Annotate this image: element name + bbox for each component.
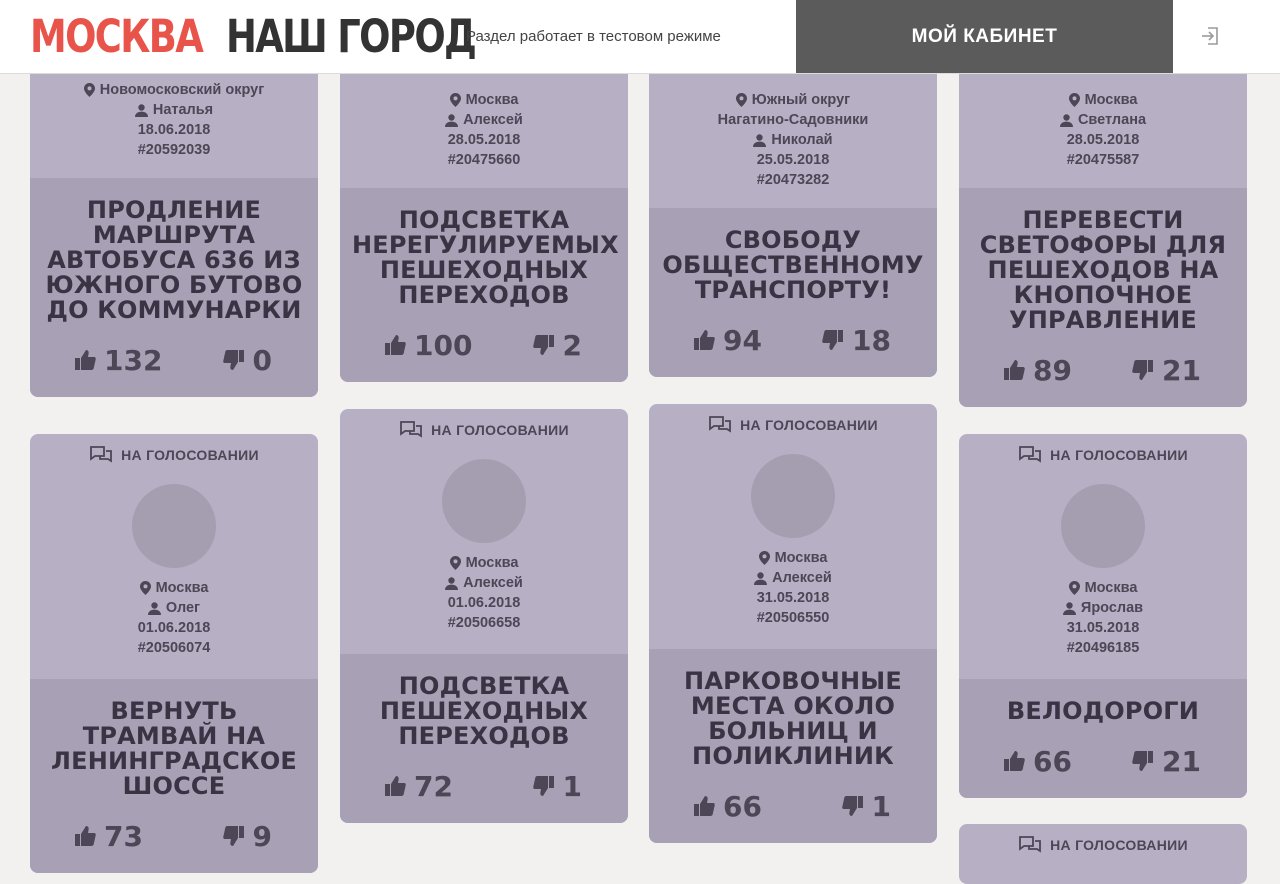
author-row [340,110,628,130]
thumbs-up-icon [74,349,96,371]
card-header [959,434,1247,679]
dislikes-count: 21 [1162,744,1201,778]
voting-status [959,434,1247,466]
card-meta [649,548,937,628]
logout-icon[interactable] [1198,24,1222,48]
author-row [649,130,937,150]
user-icon [445,114,458,127]
proposal-title[interactable]: ПРОДЛЕНИЕ МАРШРУТА АВТОБУСА 636 ИЗ ЮЖНОГО БУТОВО ДО КОММУНАРКИ [45,196,303,324]
thumbs-down-icon [533,775,555,797]
date-row [649,150,937,170]
location-pin-icon [140,581,151,595]
avatar [751,454,835,538]
proposal-id: #20475660 [447,152,521,168]
district-text: Нагатино-Садовники [717,112,869,128]
voting-status [30,434,318,466]
card-body [959,188,1247,407]
like-button[interactable] [693,324,762,357]
status-label: НА ГОЛОСОВАНИИ [1050,447,1188,463]
card-meta [340,553,628,633]
thumbs-down-icon [223,825,245,847]
dislike-button[interactable] [533,770,582,803]
location-text: Южный округ [751,92,851,108]
proposal-date: 01.06.2018 [137,620,211,636]
dislike-button[interactable] [223,344,272,377]
author-name: Наталья [152,102,214,118]
thumbs-up-icon [1003,750,1025,772]
status-label: НА ГОЛОСОВАНИИ [1050,837,1188,853]
proposal-id: #20506074 [137,640,211,656]
proposal-date: 01.06.2018 [447,595,521,611]
author-name: Алексей [772,570,832,586]
vote-bar [30,337,318,397]
location-text: Москва [774,550,828,566]
location-text: Москва [465,92,519,108]
card-header [30,60,318,178]
location-text: Москва [1084,580,1138,596]
logo-red-text: МОСКВА [30,10,203,63]
vote-bar [30,813,318,873]
proposal-title[interactable]: ВЕЛОДОРОГИ [1006,697,1200,725]
vote-bar [649,317,937,377]
card-header [649,404,937,649]
author-row [649,568,937,588]
dislikes-count: 21 [1162,353,1201,387]
vote-bar [959,347,1247,407]
id-row [340,150,628,170]
id-row [959,638,1247,658]
dislike-button[interactable] [533,329,582,362]
thumbs-down-icon [1132,750,1154,772]
id-row [340,613,628,633]
proposal-date: 31.05.2018 [756,590,830,606]
date-row [30,618,318,638]
location-row [30,578,318,598]
user-icon [148,602,161,615]
dislike-button[interactable] [1132,354,1201,387]
location-pin-icon [1069,581,1080,595]
dislike-button[interactable] [842,790,891,823]
proposal-title[interactable]: ПОДСВЕТКА ПЕШЕХОДНЫХ ПЕРЕХОДОВ [379,672,589,750]
proposal-title[interactable]: ПОДСВЕТКА НЕРЕГУЛИРУЕМЫХ ПЕШЕХОДНЫХ ПЕРЕХОДОВ [352,206,619,309]
dislikes-count: 1 [562,769,582,803]
user-icon [1060,114,1073,127]
discussion-icon [89,445,113,465]
card-meta [959,578,1247,658]
location-pin-icon [1069,93,1080,107]
user-icon [754,572,767,585]
proposal-title[interactable]: ПАРКОВОЧНЫЕ МЕСТА ОКОЛО БОЛЬНИЦ И ПОЛИКЛИНИК [684,667,902,770]
id-row [649,608,937,628]
card-meta [649,90,937,190]
test-mode-notice: Раздел работает в тестовом режиме [466,28,721,45]
location-text: Москва [1084,92,1138,108]
proposal-date: 28.05.2018 [447,132,521,148]
proposal-date: 28.05.2018 [1066,132,1140,148]
proposal-id: #20473282 [756,172,830,188]
proposal-id: #20496185 [1066,640,1140,656]
date-row [959,130,1247,150]
proposal-card[interactable] [340,409,628,823]
location-pin-icon [759,551,770,565]
author-name: Олег [165,600,201,616]
like-button[interactable] [1003,354,1072,387]
author-row [959,598,1247,618]
location-row [30,80,318,100]
proposal-card[interactable] [959,60,1247,407]
location-row [959,90,1247,110]
card-body [30,178,318,397]
proposal-card[interactable] [30,60,318,397]
voting-status [340,409,628,441]
proposal-date: 31.05.2018 [1066,620,1140,636]
thumbs-down-icon [533,334,555,356]
location-text: Новомосковский округ [99,82,265,98]
likes-count: 73 [104,819,143,853]
thumbs-up-icon [1003,359,1025,381]
my-cabinet-button[interactable]: МОЙ КАБИНЕТ [796,0,1173,73]
location-pin-icon [84,83,95,97]
location-pin-icon [450,556,461,570]
date-row [649,588,937,608]
location-pin-icon [736,93,747,107]
location-row [649,90,937,110]
card-meta [340,90,628,170]
card-body [340,654,628,823]
location-text: Москва [155,580,209,596]
location-pin-icon [450,93,461,107]
thumbs-down-icon [223,349,245,371]
card-meta [30,80,318,160]
user-icon [1063,602,1076,615]
discussion-icon [399,420,423,440]
thumbs-up-icon [693,795,715,817]
thumbs-up-icon [693,329,715,351]
card-body [649,649,937,843]
like-button[interactable] [384,329,472,362]
dislikes-count: 1 [871,789,891,823]
dislike-button[interactable] [822,324,891,357]
proposal-card[interactable] [30,434,318,873]
thumbs-down-icon [822,329,844,351]
date-row [340,593,628,613]
likes-count: 94 [723,323,762,357]
card-header [959,60,1247,188]
proposal-card[interactable] [649,60,937,377]
proposal-id: #20506658 [447,615,521,631]
author-row [959,110,1247,130]
like-button[interactable] [384,770,453,803]
card-meta [959,90,1247,170]
author-name: Алексей [463,112,523,128]
location-row [649,548,937,568]
author-name: Николай [771,132,833,148]
dislikes-count: 2 [562,328,582,362]
discussion-icon [708,415,732,435]
district-row [649,110,937,130]
likes-count: 72 [414,769,453,803]
like-button[interactable] [1003,745,1072,778]
user-icon [135,104,148,117]
vote-bar [649,783,937,843]
avatar [1061,484,1145,568]
like-button[interactable] [74,820,143,853]
proposal-card[interactable] [959,434,1247,798]
proposal-id: #20475587 [1066,152,1140,168]
author-name: Светлана [1077,112,1147,128]
proposal-card[interactable] [959,824,1247,884]
date-row [30,120,318,140]
proposal-title[interactable]: СВОБОДУ ОБЩЕСТВЕННОМУ ТРАНСПОРТУ! [662,226,924,304]
user-icon [445,577,458,590]
thumbs-down-icon [842,795,864,817]
location-row [959,578,1247,598]
discussion-icon [1018,835,1042,855]
dislikes-count: 9 [252,819,272,853]
card-header [30,434,318,679]
avatar [442,459,526,543]
likes-count: 100 [414,328,473,362]
id-row [959,150,1247,170]
thumbs-up-icon [74,825,96,847]
proposal-id: #20592039 [137,142,211,158]
likes-count: 66 [1033,744,1072,778]
id-row [30,140,318,160]
thumbs-up-icon [384,334,406,356]
author-row [30,100,318,120]
logo-dark-text: НАШ ГОРОД [225,10,475,63]
card-body [959,679,1247,798]
location-row [340,553,628,573]
voting-status [649,404,937,436]
likes-count: 89 [1033,353,1072,387]
thumbs-up-icon [384,775,406,797]
card-meta [30,578,318,658]
likes-count: 132 [104,343,163,377]
location-text: Москва [465,555,519,571]
card-header [340,409,628,654]
proposal-date: 18.06.2018 [137,122,211,138]
dislikes-count: 0 [252,343,272,377]
author-row [340,573,628,593]
likes-count: 66 [723,789,762,823]
author-name: Ярослав [1080,600,1144,616]
id-row [649,170,937,190]
status-label: НА ГОЛОСОВАНИИ [740,417,878,433]
avatar [132,484,216,568]
author-name: Алексей [463,575,523,591]
status-label: НА ГОЛОСОВАНИИ [121,447,259,463]
proposal-card[interactable] [340,60,628,382]
dislike-button[interactable] [223,820,272,853]
card-body [30,679,318,873]
vote-bar [340,763,628,823]
thumbs-down-icon [1132,359,1154,381]
card-body [340,188,628,382]
proposal-card[interactable] [649,404,937,843]
voting-status [959,824,1247,856]
id-row [30,638,318,658]
card-body [649,208,937,377]
dislikes-count: 18 [852,323,891,357]
proposal-title[interactable]: ПЕРЕВЕСТИ СВЕТОФОРЫ ДЛЯ ПЕШЕХОДОВ НА КНОПОЧНОЕ УПРАВЛЕНИЕ [979,206,1227,334]
card-header [340,60,628,188]
like-button[interactable] [693,790,762,823]
location-row [340,90,628,110]
discussion-icon [1018,445,1042,465]
proposal-title[interactable]: ВЕРНУТЬ ТРАМВАЙ НА ЛЕНИНГРАДСКОЕ ШОССЕ [50,697,298,800]
vote-bar [959,738,1247,798]
card-header [649,60,937,208]
card-header [959,824,1247,884]
user-icon [753,134,766,147]
date-row [959,618,1247,638]
proposal-date: 25.05.2018 [756,152,830,168]
dislike-button[interactable] [1132,745,1201,778]
author-row [30,598,318,618]
status-label: НА ГОЛОСОВАНИИ [431,422,569,438]
site-logo[interactable] [30,10,530,64]
date-row [340,130,628,150]
like-button[interactable] [74,344,162,377]
proposal-id: #20506550 [756,610,830,626]
top-header [0,0,1280,74]
vote-bar [340,322,628,382]
